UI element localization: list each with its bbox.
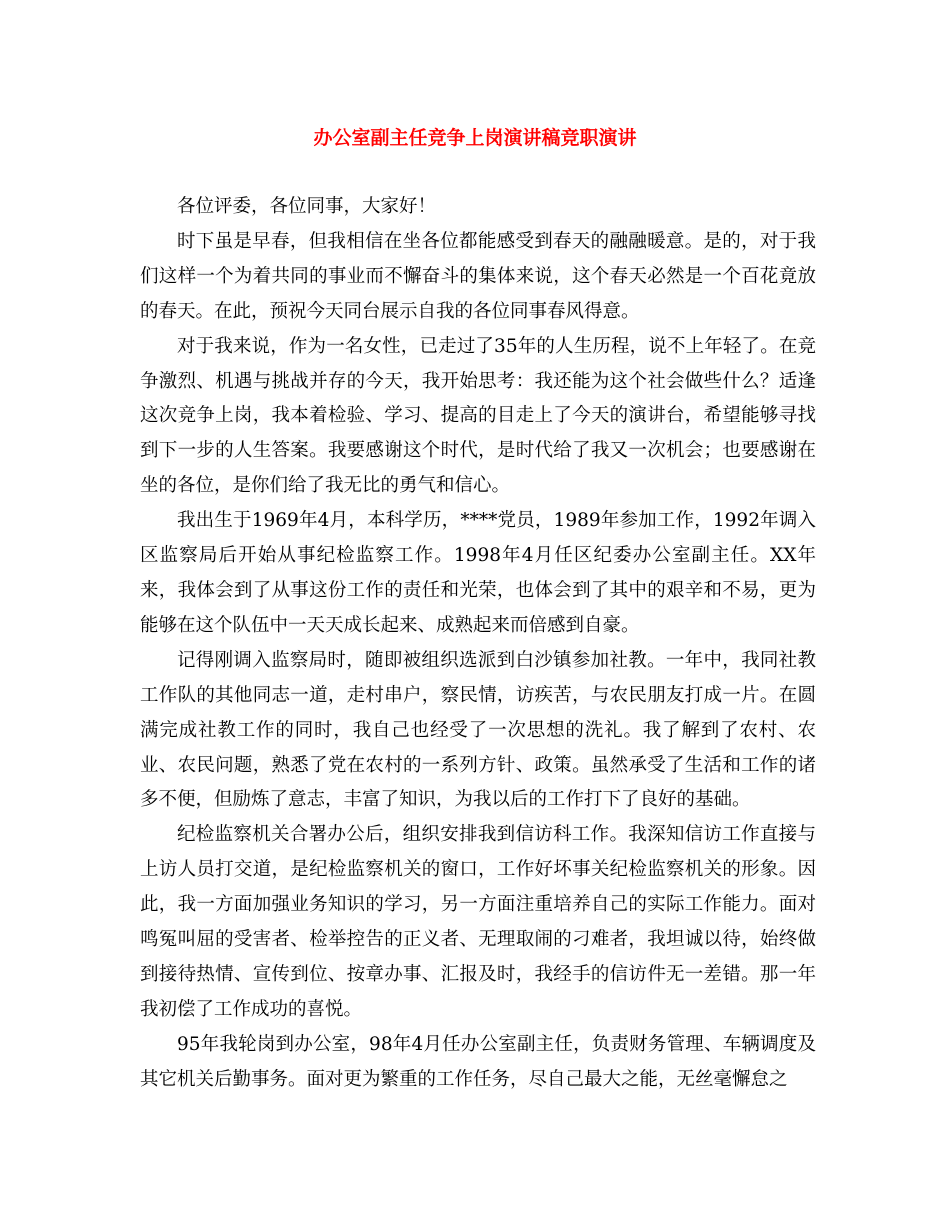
paragraph-background: 我出生于1969年4月，本科学历，****党员，1989年参加工作，1992年调入区监察局后开始从事纪检监察工作。1998年4月任区纪委办公室副主任。XX年来，我体会到了从事这份工作的责任和光荣，也体会到了其中的艰辛和不易，更为能够在这个队伍中一天天成长起来、成熟起来而倍感到自豪。 <box>140 510 816 636</box>
document-title: 办公室副主任竞争上岗演讲稿竞职演讲 <box>313 127 637 149</box>
paragraph-social-education: 记得刚调入监察局时，随即被组织选派到白沙镇参加社教。一年中，我同社教工作队的其他同志一道，走村串户，察民情，访疾苦，与农民朋友打成一片。在圆满完成社教工作的同时，我自己也经受了一次思想的洗礼。我了解到了农村、农业、农民问题，熟悉了党在农村的一系列方针、政策。虽然承受了生活和工作的诸多不便，但励炼了意志，丰富了知识，为我以后的工作打下了良好的基础。 <box>140 649 816 811</box>
paragraph-petition-work: 纪检监察机关合署办公后，组织安排我到信访科工作。我深知信访工作直接与上访人员打交道，是纪检监察机关的窗口，工作好坏事关纪检监察机关的形象。因此，我一方面加强业务知识的学习，另一方面注重培养自己的实际工作能力。面对鸣冤叫屈的受害者、检举控告的正义者、无理取闹的刁难者，我坦诚以待，始终做到接待热情、宣传到位、按章办事、汇报及时，我经手的信访件无一差错。那一年我初偿了工作成功的喜悦。 <box>140 824 816 1020</box>
paragraph-greeting: 各位评委，各位同事，大家好！ <box>177 196 437 217</box>
paragraph-spring: 时下虽是早春，但我相信在坐各位都能感受到春天的融融暖意。是的，对于我们这样一个为着共同的事业而不懈奋斗的集体来说，这个春天必然是一个百花竟放的春天。在此，预祝今天同台展示自我的各位同事春风得意。 <box>140 230 816 322</box>
document-body <box>140 190 816 1098</box>
paragraph-self-reflection: 对于我来说，作为一名女性，已走过了35年的人生历程，说不上年轻了。在竞争激烈、机遇与挑战并存的今天，我开始思考：我还能为这个社会做些什么？适逢这次竞争上岗，我本着检验、学习、提高的目走上了今天的演讲台，希望能够寻找到下一步的人生答案。我要感谢这个时代，是时代给了我又一次机会；也要感谢在坐的各位，是你们给了我无比的勇气和信心。 <box>140 335 816 497</box>
paragraph-office-work: 95年我轮岗到办公室，98年4月任办公室副主任，负责财务管理、车辆调度及其它机关后勤事务。面对更为繁重的工作任务，尽自己最大之能，无丝毫懈怠之 <box>140 1033 816 1090</box>
